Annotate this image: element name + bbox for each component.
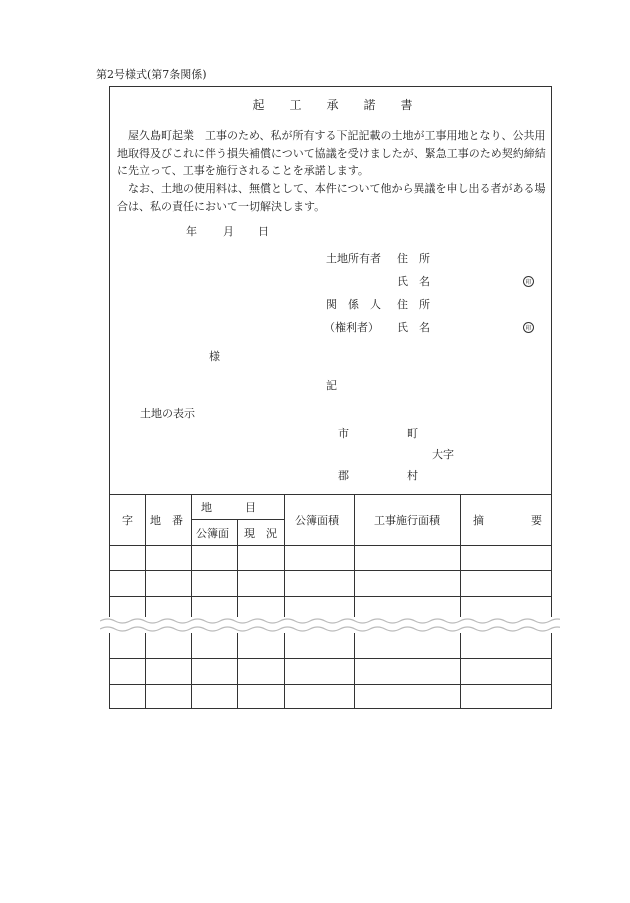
related-address-label: 住 所: [397, 298, 430, 311]
header-teki: 摘: [473, 514, 484, 527]
table-row-line: [109, 596, 552, 597]
title-char: 工: [289, 98, 302, 112]
title-char: 起: [252, 98, 265, 112]
location-shi: 市: [338, 427, 349, 440]
location-machi: 町: [407, 427, 418, 440]
table-col-line: [145, 494, 146, 709]
table-col-line: [354, 494, 355, 709]
header-genkyo: 現 況: [244, 527, 277, 540]
table-col-line: [237, 519, 238, 709]
header-kobo-menseki: 公簿面積: [295, 514, 339, 527]
date-year: 年: [186, 225, 197, 238]
date-month: 月: [223, 225, 234, 238]
table-top-line: [109, 494, 552, 495]
location-oaza: 大字: [432, 448, 454, 461]
ki-heading: 記: [326, 379, 337, 392]
table-row-line: [109, 570, 552, 571]
table-row-line: [109, 545, 552, 546]
right-holder-label: （権利者）: [324, 321, 379, 334]
location-mura: 村: [407, 469, 418, 482]
fee-paragraph: なお、土地の使用料は、無償として、本件について他から異議を申し出る者がある場合は、私の責任において一切解決します。: [117, 182, 546, 213]
document-title: [240, 99, 425, 111]
owner-seal-mark: 印: [523, 276, 534, 287]
header-yo: 要: [531, 514, 542, 527]
wavy-break-lines: [100, 617, 560, 633]
owner-address-label: 住 所: [397, 252, 430, 265]
title-char: 諾: [363, 98, 376, 112]
related-seal-mark: 印: [523, 322, 534, 333]
owner-label: 土地所有者: [326, 252, 381, 265]
omission-break: [100, 617, 560, 633]
table-row-line: [109, 684, 552, 685]
related-name-label: 氏 名: [397, 321, 430, 334]
owner-name-label: 氏 名: [397, 275, 430, 288]
table-col-line: [191, 494, 192, 709]
related-person-label: 関 係 人: [326, 298, 381, 311]
header-aza: 字: [122, 514, 133, 527]
header-chimoku: 地 目: [201, 501, 256, 514]
header-chiban: 地 番: [150, 514, 183, 527]
title-char: 承: [326, 98, 339, 112]
table-col-line: [284, 494, 285, 709]
header-koji-menseki: 工事施行面積: [374, 514, 440, 527]
land-display-label: 土地の表示: [140, 407, 195, 420]
consent-paragraph: 屋久島町起業 工事のため、私が所有する下記記載の土地が工事用地となり、公共用地取得及びこれに伴う損失補償について協議を受けましたが、緊急工事のため契約締結に先立って、工事を施行されることを承諾します。: [117, 129, 546, 177]
form-number-label: 第2号様式(第7条関係): [96, 68, 207, 81]
table-col-line: [460, 494, 461, 709]
date-day: 日: [258, 225, 269, 238]
header-kobo: 公簿面: [196, 527, 229, 540]
addressee-suffix: 様: [209, 350, 220, 363]
title-char: 書: [400, 98, 413, 112]
table-row-line: [109, 658, 552, 659]
location-gun: 郡: [338, 469, 349, 482]
